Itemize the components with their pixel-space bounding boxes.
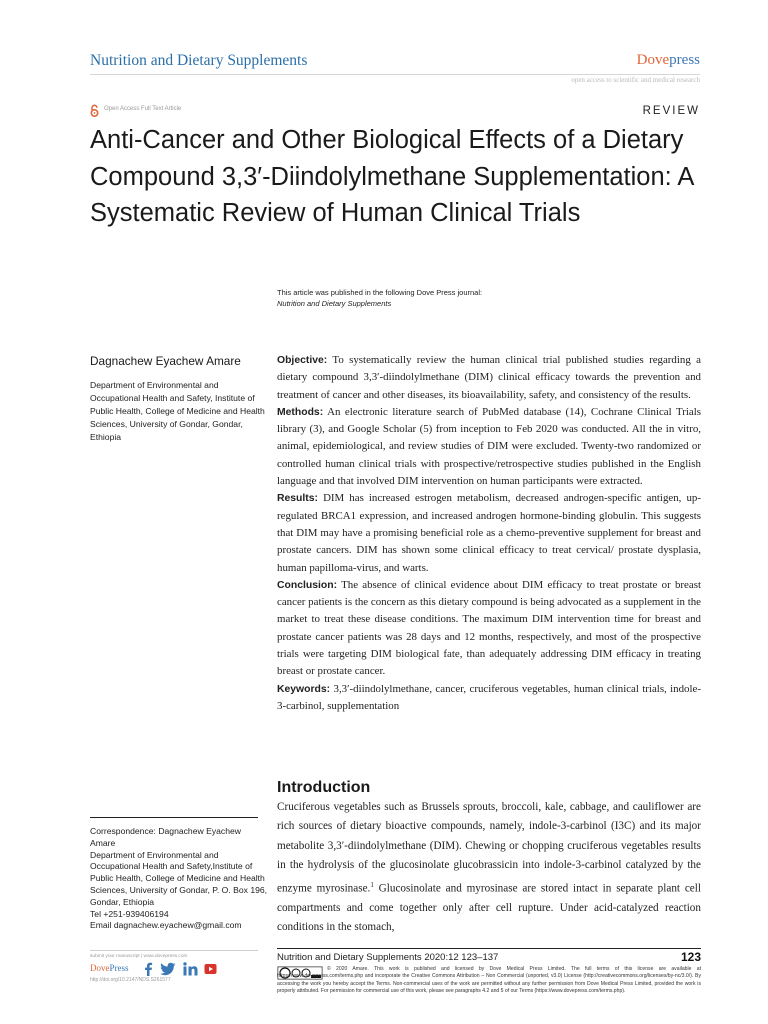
linkedin-icon[interactable] [183,962,198,976]
license-text: © 2020 Amare. This work is published and licensed by Dove Medical Press Limited. The full terms of this license are available at https://www.dovepress.com/terms.php and incorporate the Creative Commons Attribution – Non Commercial (unported, v3.0) License (http://creativecommons.org/licenses/by-nc/3.0/). By accessing the work you hereby accept the Terms. Non-commercial uses of the work are permitted without any further permission from Dove Medical Press Limited, provided the work is properly attributed. For permission for commercial use of this work, please see paragraphs 4.2 and 5 of our Terms (https://www.dovepress.com/terms.php). [277,966,701,994]
publication-note-line: This article was published in the following Dove Press journal: [277,288,483,297]
reference-link[interactable]: 1 [370,880,374,889]
dovepress-logo[interactable] [637,52,700,69]
correspondence-name: Correspondence: Dagnachew Eyachew Amare [90,826,241,848]
youtube-icon[interactable] [204,962,217,976]
logo-press: press [669,52,700,68]
keywords-label: Keywords: [277,683,331,695]
open-access-icon [89,104,100,117]
correspondence-divider [90,817,258,818]
journal-name: Nutrition and Dietary Supplements [90,52,308,69]
results-label: Results: [277,493,318,505]
footer-divider-left [90,950,258,951]
logo-dove: Dove [636,52,670,68]
conclusion-label: Conclusion: [277,579,338,591]
abstract-methods [277,404,701,490]
methods-text: An electronic literature search of PubMed database (14), Cochrane Clinical Trials library (3), and Google Scholar (5) from inception to Feb 2020 was conducted. All the in vitro, animal, epidemiological, and review studies of DIM were excluded. Twenty-two randomized or controlled human clinical trials with prospective/retrospective studies published in the English language and that involved DIM intervention on human participants were extracted. [277,405,701,488]
article-type: REVIEW [642,105,700,117]
article-title: Anti-Cancer and Other Biological Effects of a Dietary Compound 3,3′-Diindolylmethane Supplementation: A Systematic Review of Human Clinical Trials [90,126,693,227]
results-text: DIM has increased estrogen metabolism, decreased androgen-specific antigen, up-regulated BRCA1 expression, and increased androgen hormone-binding globulin. This suggests that DIM may have a promising beneficial role as a chemo-preventive supplement for breast and prostate cancers. DIM has shown some clinical efficacy to treat cervical/ prostate dysplasia, human papilloma-virus, and warts. [277,492,701,574]
author-name: Dagnachew Eyachew Amare [90,354,241,368]
keywords-text: 3,3′-diindolylmethane, cancer, cruciferous vegetables, human clinical trials, indole-3-carbinol, supplementation [277,682,701,712]
doi-link[interactable]: http://doi.org/10.2147/NDS.S261577 [90,977,171,983]
publication-note [277,287,482,309]
footer-divider-right [277,948,701,949]
intro-text-1: Cruciferous vegetables such as Brussels sprouts, broccoli, kale, cabbage, and cauliflower are rich sources of dietary bioactive compounds, namely, indole-3-carbinol (I3C) and its major metabolite 3,3′-diindolylmethane (DIM). Chewing or chopping cruciferous vegetables results in the hydrolysis of the glucosinolate glucobrassicin into indole-3-carbinol catalyzed by the enzyme myrosinase. [277,801,701,895]
facebook-icon[interactable] [143,962,153,976]
open-access-label: Open Access Full Text Article [104,106,182,112]
abstract-results [277,490,701,576]
correspondence-tel: Tel +251-939406194 [90,908,169,919]
submit-manuscript-link[interactable]: submit your manuscript | www.dovepress.com [90,954,188,959]
footer-logo-dove: Dove [90,963,110,973]
intro-text-2: Glucosinolate and myrosinase are stored intact in separate plant cell compartments and come together only after cell rupture. Under acid-catalyzed reaction conditions in the stomach, [277,882,701,934]
abstract-keywords [277,681,701,716]
objective-text: To systematically review the human clinical trial published studies regarding a dietary compound 3,3′-diindolylmethane (DIM) clinical efficacy towards the prevention and treatment of cancer and other diseases, its bioavailability, safety, and consistency of the results. [277,354,701,401]
correspondence-email[interactable]: Email dagnachew.eyachew@gmail.com [90,920,242,931]
abstract-objective [277,352,701,404]
author-affiliation: Department of Environmental and Occupational Health and Safety, Institute of Public Health, College of Medicine and Health Sciences, University of Gondar, Gondar, Ethiopia [90,380,265,442]
publication-note-journal[interactable]: Nutrition and Dietary Supplements [277,299,392,308]
footer-dovepress-logo[interactable] [90,963,129,973]
methods-label: Methods: [277,406,324,418]
abstract [277,352,701,715]
correspondence-address: Department of Environmental and Occupational Health and Safety,Institute of Public Health, College of Medicine and Health Sciences, University of Gondar, P. O. Box 196, Gondar, Ethiopia [90,849,268,907]
abstract-conclusion [277,577,701,681]
journal-citation: Nutrition and Dietary Supplements 2020:12 123–137 [277,952,499,963]
conclusion-text: The absence of clinical evidence about DIM efficacy to treat prostate or breast cancer patients is the concern as this dietary compound is being advocated as a supplement in the market to treat these disease conditions. The maximum DIM intervention time for breast and prostate cancer patients was 28 days and 12 months, respectively, and most of the prospective trials were targeting DIM biological fate, than adequately addressing DIM efficacy in treating breast or prostate cancer. [277,578,701,678]
brand-tagline: open access to scientific and medical research [571,76,700,84]
objective-label: Objective: [277,355,328,366]
twitter-icon[interactable] [160,962,176,976]
correspondence-block [90,826,268,932]
page-number: 123 [680,950,701,964]
footer-logo-press: Press [109,963,129,973]
introduction-heading: Introduction [277,779,371,796]
header-divider [90,74,700,75]
introduction-body [277,798,701,938]
